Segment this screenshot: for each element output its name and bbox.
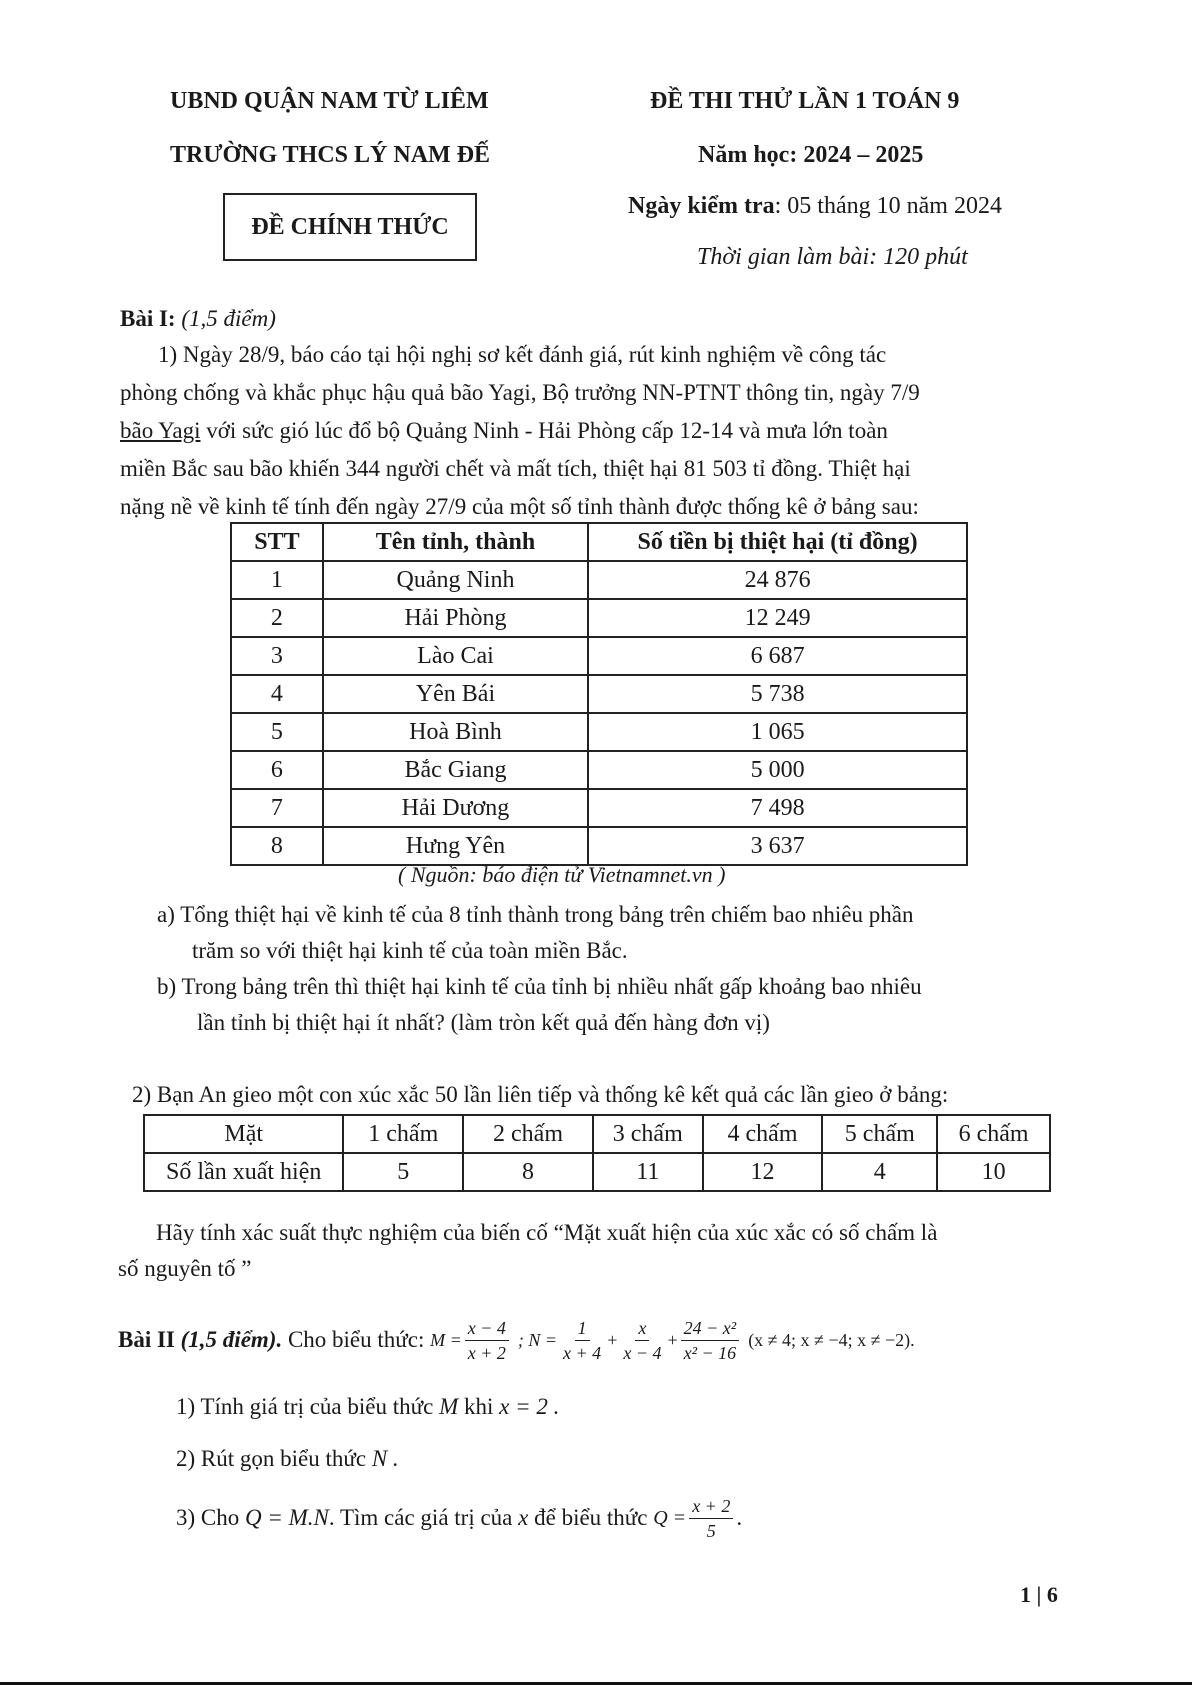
cell-damage: 6 687 xyxy=(588,637,967,675)
official-exam-label: ĐỀ CHÍNH THỨC xyxy=(251,213,449,240)
cell-stt: 6 xyxy=(231,751,323,789)
problem-1-paragraph xyxy=(120,336,1080,526)
district-name: UBND QUẬN NAM TỪ LIÊM xyxy=(170,88,489,114)
n-term-3-denominator: x² − 16 xyxy=(683,1342,737,1363)
n-term-2-numerator: x xyxy=(635,1316,649,1341)
cell-face: 4 chấm xyxy=(703,1115,823,1153)
cell-stt: 4 xyxy=(231,675,323,713)
cell-stt: 7 xyxy=(231,789,323,827)
col-header-damage: Số tiền bị thiệt hại (tỉ đồng) xyxy=(588,523,967,561)
cell-stt: 3 xyxy=(231,637,323,675)
problem-1-line-5: nặng nề về kinh tế tính đến ngày 27/9 của một số tỉnh thành được thống kê ở bảng sau: xyxy=(120,494,919,519)
table-row xyxy=(231,789,967,827)
q3-variable: x xyxy=(518,1505,529,1530)
cell-face: 3 chấm xyxy=(593,1115,703,1153)
question-a-line-1: a) Tổng thiệt hại về kinh tế của 8 tỉnh thành trong bảng trên chiếm bao nhiêu phần xyxy=(157,902,914,927)
domain-conditions: (x ≠ 4; x ≠ −4; x ≠ −2). xyxy=(748,1329,915,1350)
problem-1-line-3 xyxy=(120,412,1080,450)
cell-province: Quảng Ninh xyxy=(323,561,588,599)
q3-end: . xyxy=(736,1505,743,1530)
cell-count-label: Số lần xuất hiện xyxy=(144,1153,343,1191)
q2-variable: N . xyxy=(371,1446,399,1471)
section-1-title: Bài I: xyxy=(120,306,176,331)
problem-1-line-4: miền Bắc sau bão khiến 344 người chết và mất tích, thiệt hại 81 503 tỉ đồng. Thiệt hại xyxy=(120,456,911,481)
section-2-title: Bài II xyxy=(118,1327,175,1352)
problem-2-intro: 2) Bạn An gieo một con xúc xắc 50 lần liên tiếp và thống kê kết quả các lần gieo ở bảng: xyxy=(132,1082,949,1107)
cell-count: 11 xyxy=(593,1153,703,1191)
cell-count: 5 xyxy=(343,1153,463,1191)
school-name: TRƯỜNG THCS LÝ NAM ĐẾ xyxy=(170,142,491,168)
cell-province: Lào Cai xyxy=(323,637,588,675)
dice-table-row xyxy=(144,1153,1050,1191)
school-year xyxy=(698,142,923,169)
question-a-line-2: trăm so với thiệt hại kinh tế của toàn miền Bắc. xyxy=(192,938,628,963)
table-row xyxy=(231,599,967,637)
school-year-value: 2024 – 2025 xyxy=(803,142,924,168)
damage-table-header xyxy=(231,523,967,561)
q3-expression: Q = M.N xyxy=(245,1505,329,1530)
cell-count: 4 xyxy=(822,1153,937,1191)
page-number: 1 | 6 xyxy=(1020,1582,1058,1607)
cell-stt: 2 xyxy=(231,599,323,637)
section-2-question-1 xyxy=(176,1388,559,1426)
section-1-heading xyxy=(120,300,276,338)
cell-stt: 5 xyxy=(231,713,323,751)
table-source: ( Nguồn: báo điện tử Vietnamnet.vn ) xyxy=(398,862,726,887)
exam-date-label: Ngày kiểm tra xyxy=(628,193,775,219)
problem-1-line-2: phòng chống và khắc phục hậu quả bão Yagi, Bộ trưởng NN-PTNT thông tin, ngày 7/9 xyxy=(120,380,920,405)
school-year-label: Năm học: xyxy=(698,142,798,168)
cell-damage: 24 876 xyxy=(588,561,967,599)
n-term-2-denominator: x − 4 xyxy=(623,1342,662,1363)
official-exam-box xyxy=(223,193,477,261)
plus-sign: + xyxy=(607,1329,618,1350)
n-term-1-numerator: 1 xyxy=(575,1316,590,1341)
exam-duration: Thời gian làm bài: 120 phút xyxy=(697,244,968,270)
cell-province: Hải Dương xyxy=(323,789,588,827)
cell-stt: 1 xyxy=(231,561,323,599)
table-row xyxy=(231,827,967,865)
cell-province: Hưng Yên xyxy=(323,827,588,865)
problem-1-line-3-rest: với sức gió lúc đổ bộ Quảng Ninh - Hải Phòng cấp 12-14 và mưa lớn toàn xyxy=(200,418,888,443)
m-equals: M = xyxy=(430,1329,462,1350)
cell-stt: 8 xyxy=(231,827,323,865)
table-row xyxy=(231,751,967,789)
cell-province: Hoà Bình xyxy=(323,713,588,751)
problem-2-question-line-1: Hãy tính xác suất thực nghiệm của biến cố “Mặt xuất hiện của xúc xắc có số chấm là xyxy=(156,1220,938,1245)
n-term-3 xyxy=(681,1316,740,1365)
cell-face: 1 chấm xyxy=(343,1115,463,1153)
exam-title: ĐỀ THI THỬ LẦN 1 TOÁN 9 xyxy=(650,88,960,114)
question-b-line-1: b) Trong bảng trên thì thiệt hại kinh tế của tỉnh bị nhiều nhất gấp khoảng bao nhiêu xyxy=(157,974,922,999)
q1-text: 1) Tính giá trị của biểu thức xyxy=(176,1394,434,1419)
expression-definitions xyxy=(430,1316,915,1365)
n-term-2 xyxy=(620,1316,664,1365)
cell-province: Yên Bái xyxy=(323,675,588,713)
exam-date-value: : 05 tháng 10 năm 2024 xyxy=(774,193,1002,219)
q3-mid: . Tìm các giá trị của xyxy=(328,1505,513,1530)
n-equals: ; N = xyxy=(517,1329,558,1350)
q3-text: 3) Cho xyxy=(176,1505,240,1530)
q2-text: 2) Rút gọn biểu thức xyxy=(176,1446,367,1471)
damage-table xyxy=(230,522,968,866)
exam-date xyxy=(628,193,1002,220)
n-term-1-denominator: x + 4 xyxy=(563,1342,602,1363)
q3-numerator: x + 2 xyxy=(689,1494,733,1519)
cell-damage: 5 738 xyxy=(588,675,967,713)
table-row xyxy=(231,713,967,751)
m-numerator: x − 4 xyxy=(465,1316,509,1341)
cell-province: Bắc Giang xyxy=(323,751,588,789)
cell-face: 5 chấm xyxy=(822,1115,937,1153)
table-row xyxy=(231,675,967,713)
plus-sign: + xyxy=(667,1329,678,1350)
q3-fraction xyxy=(689,1494,733,1543)
q1-when: khi xyxy=(463,1394,494,1419)
dice-table xyxy=(143,1114,1051,1192)
problem-1-line-1: 1) Ngày 28/9, báo cáo tại hội nghị sơ kết đánh giá, rút kinh nghiệm về công tác xyxy=(158,342,887,367)
table-row xyxy=(231,561,967,599)
cell-count: 8 xyxy=(463,1153,593,1191)
table-row xyxy=(231,637,967,675)
q3-tail: để biểu thức xyxy=(534,1505,648,1530)
dice-table-header xyxy=(144,1115,1050,1153)
cell-damage: 3 637 xyxy=(588,827,967,865)
cell-damage: 7 498 xyxy=(588,789,967,827)
cell-damage: 12 249 xyxy=(588,599,967,637)
cell-count: 12 xyxy=(703,1153,823,1191)
cell-damage: 1 065 xyxy=(588,713,967,751)
yagi-link[interactable]: bão Yagi xyxy=(120,418,201,443)
cell-face-label: Mặt xyxy=(144,1115,343,1153)
cell-province: Hải Phòng xyxy=(323,599,588,637)
cell-damage: 5 000 xyxy=(588,751,967,789)
cell-count: 10 xyxy=(937,1153,1050,1191)
section-2-question-2 xyxy=(176,1440,399,1478)
n-term-1 xyxy=(560,1316,604,1365)
q1-variable: M xyxy=(439,1394,459,1419)
section-2-question-3 xyxy=(176,1490,742,1546)
q3-q-equals: Q = xyxy=(653,1506,687,1529)
col-header-stt: STT xyxy=(231,523,323,561)
col-header-province: Tên tỉnh, thành xyxy=(323,523,588,561)
question-b-line-2: lần tỉnh bị thiệt hại ít nhất? (làm tròn kết quả đến hàng đơn vị) xyxy=(197,1010,770,1035)
m-fraction xyxy=(465,1316,509,1365)
section-2-heading xyxy=(118,1312,915,1368)
q1-condition: x = 2 . xyxy=(499,1394,560,1419)
section-2-points: (1,5 điểm). xyxy=(180,1327,283,1352)
section-2-intro: Cho biểu thức: xyxy=(287,1327,425,1352)
q3-denominator: 5 xyxy=(706,1520,716,1541)
problem-2-question-line-2: số nguyên tố ” xyxy=(118,1256,252,1281)
n-term-3-numerator: 24 − x² xyxy=(681,1316,740,1341)
section-1-points: (1,5 điểm) xyxy=(181,306,276,331)
m-denominator: x + 2 xyxy=(467,1342,506,1363)
cell-face: 6 chấm xyxy=(937,1115,1050,1153)
cell-face: 2 chấm xyxy=(463,1115,593,1153)
